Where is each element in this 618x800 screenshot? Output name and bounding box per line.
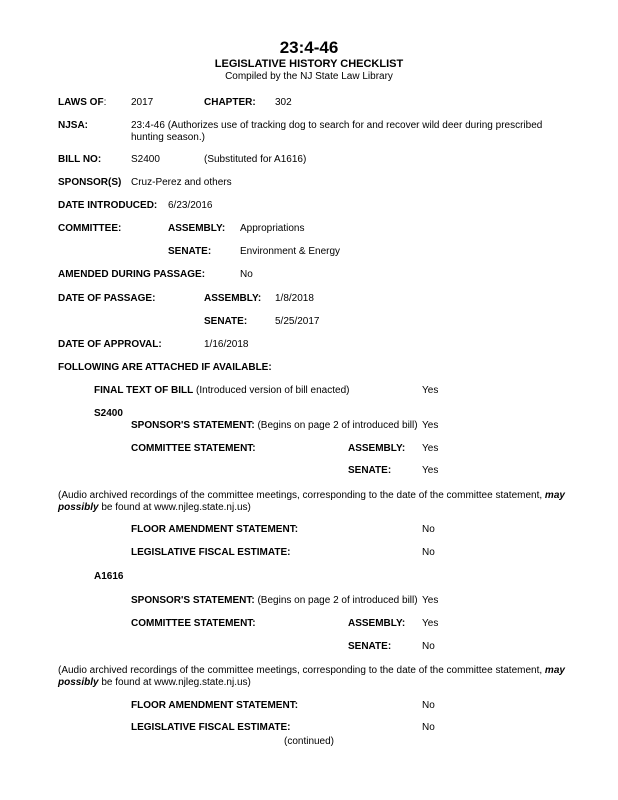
amended-value: No xyxy=(240,269,253,280)
s2400-audio-note: (Audio archived recordings of the committee meetings, corresponding to the date of the committee statement, may possibly be found at www.njleg.state.nj.us) xyxy=(58,490,565,513)
a1616-fiscal-estimate-value: No xyxy=(422,722,435,733)
bill-no-value: S2400 xyxy=(131,154,160,165)
bill-substitution-note: (Substituted for A1616) xyxy=(204,154,307,165)
sponsors-label: SPONSOR(S) xyxy=(58,177,122,188)
committee-assembly-value: Appropriations xyxy=(240,223,305,234)
a1616-floor-amendment-value: No xyxy=(422,700,435,711)
date-introduced-label: DATE INTRODUCED: xyxy=(58,200,158,211)
a1616-senate-label: SENATE: xyxy=(348,641,392,652)
s2400-fiscal-estimate-label: LEGISLATIVE FISCAL ESTIMATE: xyxy=(131,547,291,558)
passage-assembly-label: ASSEMBLY: xyxy=(204,293,262,304)
s2400-floor-amendment-label: FLOOR AMENDMENT STATEMENT: xyxy=(131,524,299,535)
s2400-floor-amendment-value: No xyxy=(422,524,435,535)
a1616-assembly-label: ASSEMBLY: xyxy=(348,618,406,629)
a1616-fiscal-estimate-label: LEGISLATIVE FISCAL ESTIMATE: xyxy=(131,722,291,733)
passage-senate-value: 5/25/2017 xyxy=(275,316,320,327)
s2400-assembly-value: Yes xyxy=(422,443,439,454)
committee-label: COMMITTEE: xyxy=(58,223,122,234)
a1616-committee-statement-label: COMMITTEE STATEMENT: xyxy=(131,618,256,629)
s2400-fiscal-estimate-value: No xyxy=(422,547,435,558)
committee-assembly-label: ASSEMBLY: xyxy=(168,223,226,234)
final-text-row: FINAL TEXT OF BILL (Introduced version of bill enacted) xyxy=(94,385,350,396)
a1616-audio-note: (Audio archived recordings of the committee meetings, corresponding to the date of the committee statement, may possibly be found at www.njleg.state.nj.us) xyxy=(58,665,565,688)
committee-senate-label: SENATE: xyxy=(168,246,212,257)
a1616-senate-value: No xyxy=(422,641,435,652)
bill-section-a1616: A1616 xyxy=(94,571,124,582)
date-of-passage-label: DATE OF PASSAGE: xyxy=(58,293,156,304)
attached-heading: FOLLOWING ARE ATTACHED IF AVAILABLE: xyxy=(58,362,272,373)
bill-section-s2400: S2400 xyxy=(94,408,123,419)
date-introduced-value: 6/23/2016 xyxy=(168,200,213,211)
committee-senate-value: Environment & Energy xyxy=(240,246,341,257)
final-text-value: Yes xyxy=(422,385,439,396)
passage-assembly-value: 1/8/2018 xyxy=(275,293,314,304)
sponsors-value: Cruz-Perez and others xyxy=(131,177,232,188)
passage-senate-label: SENATE: xyxy=(204,316,248,327)
date-of-approval-label: DATE OF APPROVAL: xyxy=(58,339,162,350)
chapter-value: 302 xyxy=(275,97,292,108)
s2400-senate-label: SENATE: xyxy=(348,465,392,476)
a1616-floor-amendment-label: FLOOR AMENDMENT STATEMENT: xyxy=(131,700,299,711)
njsa-value: 23:4-46 (Authorizes use of tracking dog to search for and recover wild deer during prescribed hunting season.) xyxy=(131,120,543,143)
s2400-sponsor-value: Yes xyxy=(422,420,439,431)
laws-of-label: LAWS OF: xyxy=(58,97,107,108)
bill-no-label: BILL NO: xyxy=(58,154,102,165)
a1616-sponsor-value: Yes xyxy=(422,595,439,606)
continued-note: (continued) xyxy=(283,736,335,747)
s2400-committee-statement-label: COMMITTEE STATEMENT: xyxy=(131,443,256,454)
amended-label: AMENDED DURING PASSAGE: xyxy=(58,269,206,280)
a1616-assembly-value: Yes xyxy=(422,618,439,629)
compiled-by: Compiled by the NJ State Law Library xyxy=(225,71,393,82)
a1616-sponsor-statement: SPONSOR'S STATEMENT: (Begins on page 2 of introduced bill) xyxy=(131,595,418,606)
date-of-approval-value: 1/16/2018 xyxy=(204,339,249,350)
s2400-sponsor-statement: SPONSOR'S STATEMENT: (Begins on page 2 of introduced bill) xyxy=(131,420,418,431)
s2400-assembly-label: ASSEMBLY: xyxy=(348,443,406,454)
njsa-label: NJSA: xyxy=(58,120,89,131)
chapter-label: CHAPTER: xyxy=(204,97,256,108)
page-subtitle: LEGISLATIVE HISTORY CHECKLIST xyxy=(214,58,404,70)
page-title: 23:4-46 xyxy=(279,38,339,57)
laws-of-value: 2017 xyxy=(131,97,154,108)
s2400-senate-value: Yes xyxy=(422,465,439,476)
